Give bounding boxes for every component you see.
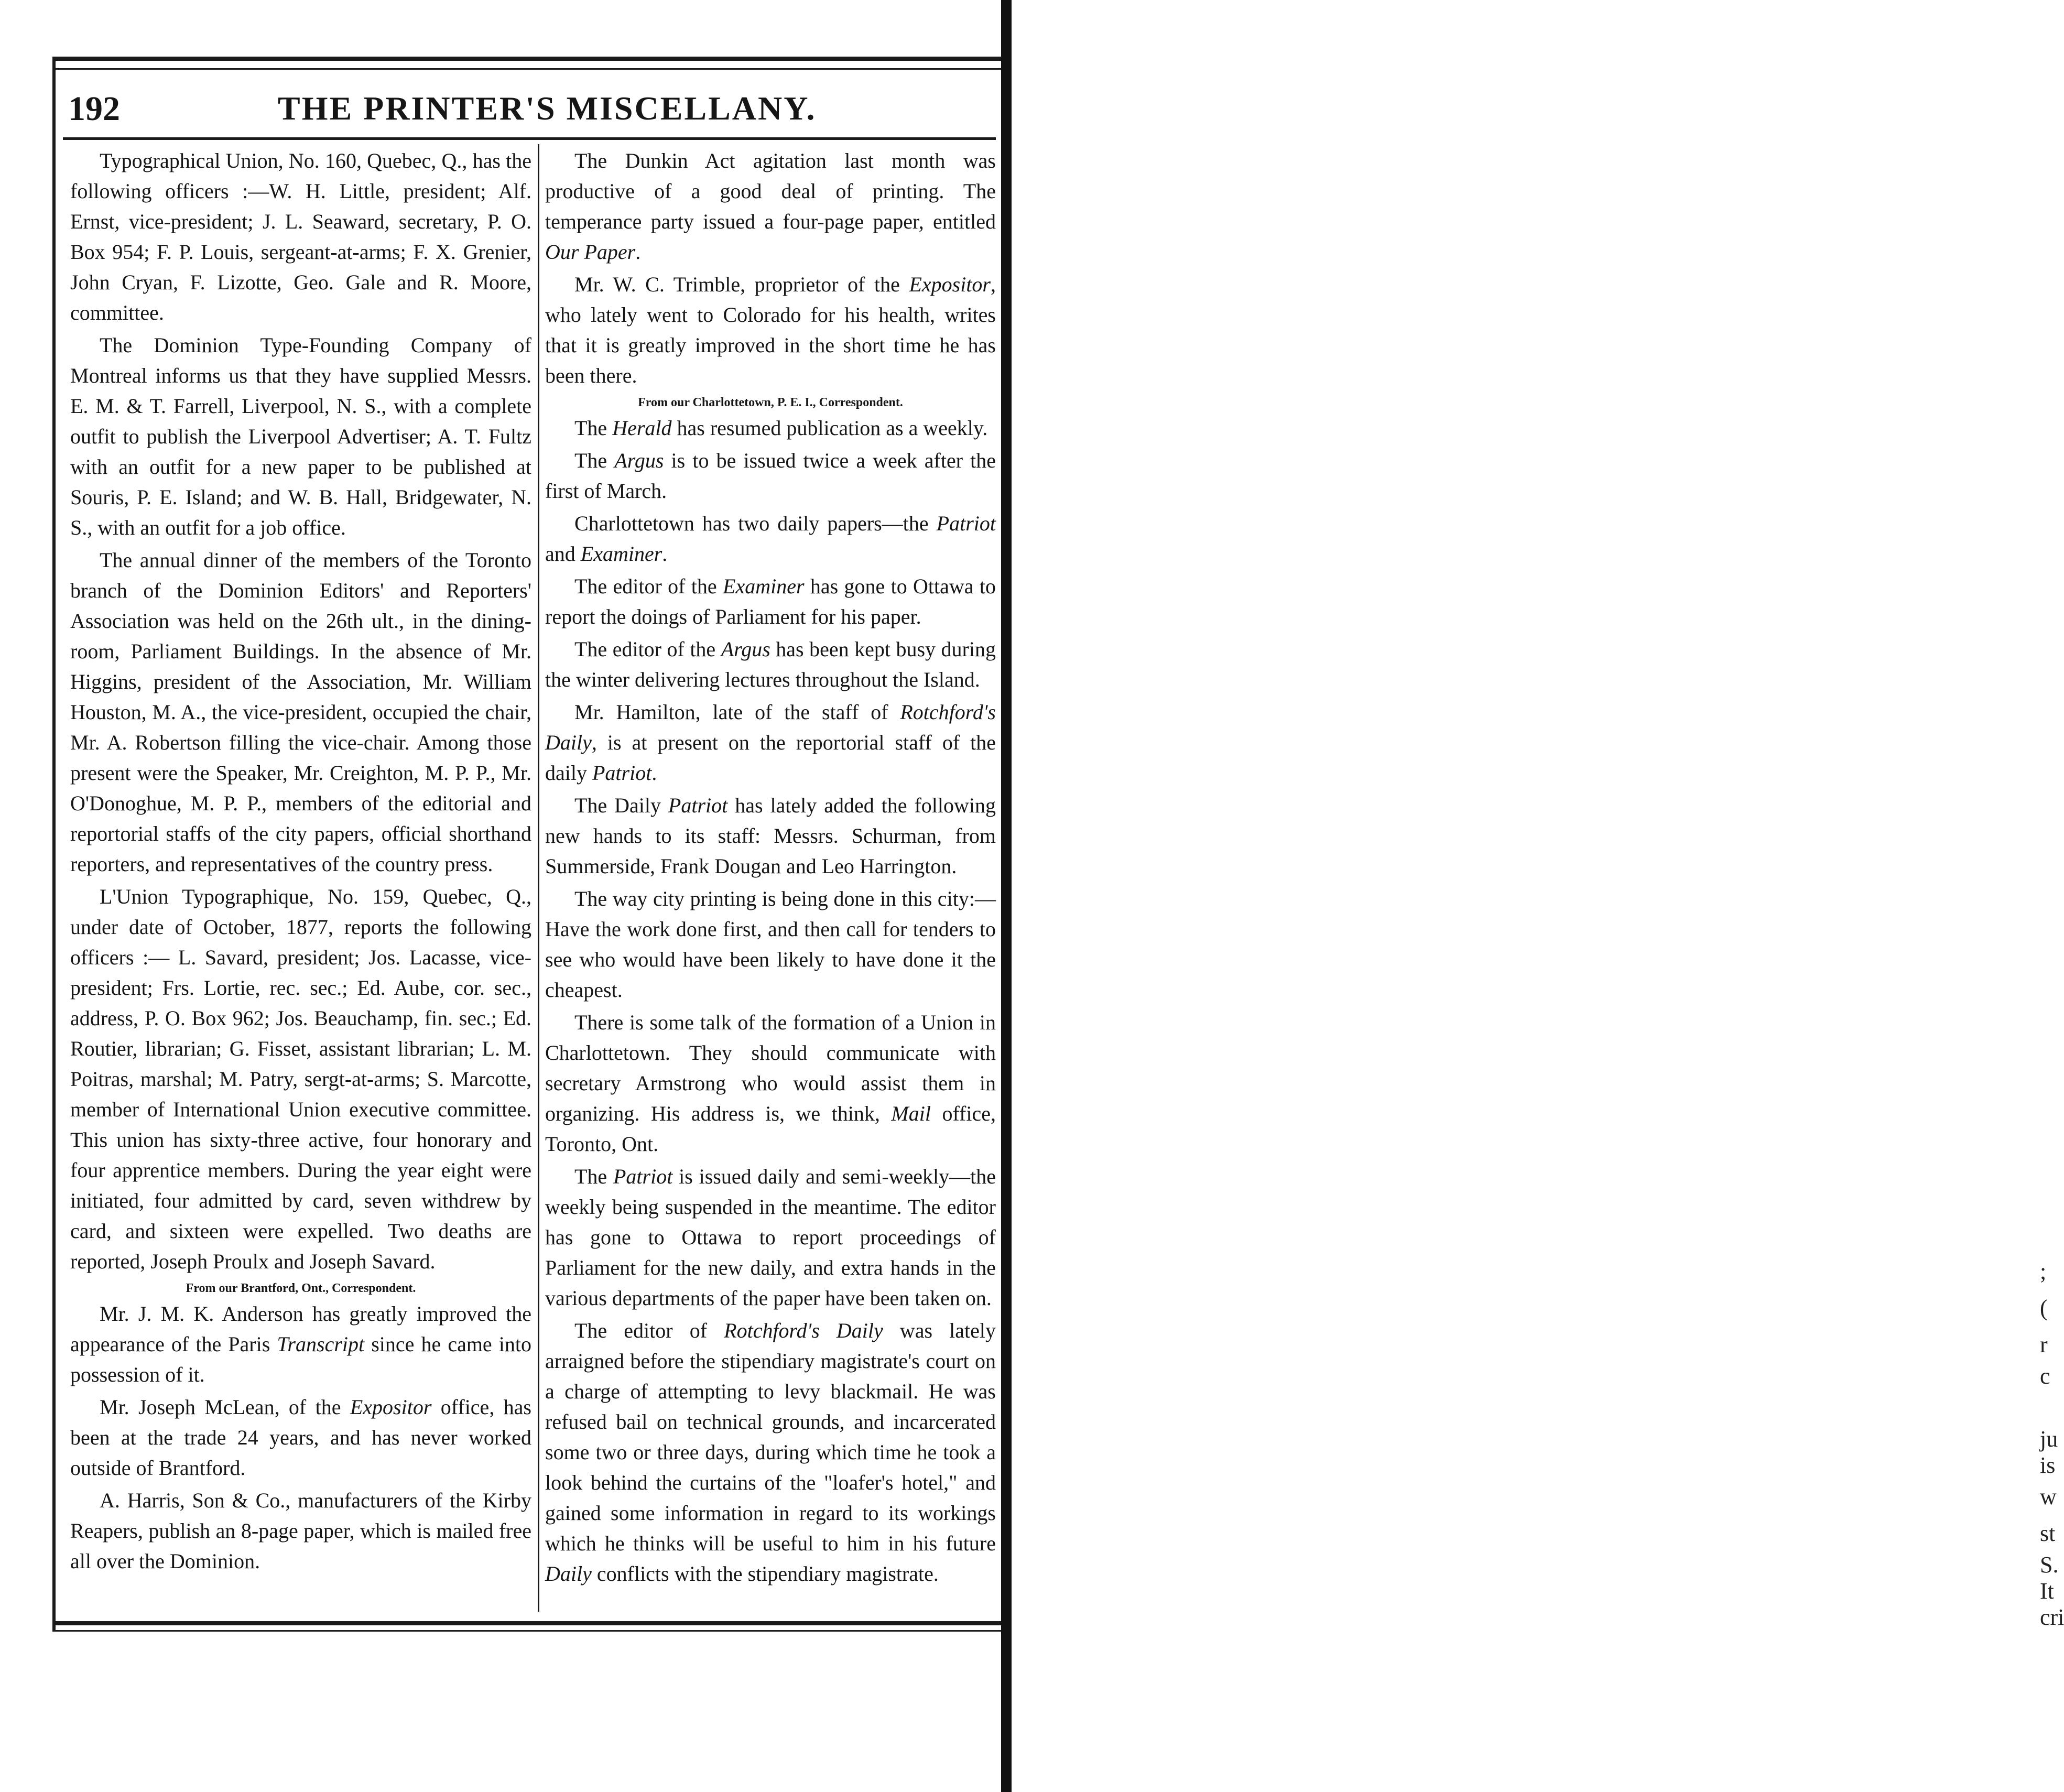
page-frame-top-thin [52,68,1006,70]
correspondent-dateline: From our Brantford, Ont., Correspondent. [186,1281,416,1295]
page-frame-top [52,57,1006,61]
correspondent-dateline: From our Charlottetown, P. E. I., Correspondent. [638,396,903,409]
paragraph: Typographical Union, No. 160, Quebec, Q., has the following officers :—W. H. Little, president; Alf. Ernst, vice-president; J. L. Seaward, secretary, P. O. Box 954; F. P. Louis, sergeant-at-arms; F. X. Grenier, John Cryan, F. Lizotte, Geo. Gale and R. Moore, committee. [70,149,531,324]
paragraph: The Dominion Type-Founding Company of Montreal informs us that they have supplied Messrs. E. M. & T. Farrell, Liverpool, N. S., with a complete outfit to publish the Liverpool Advertiser; A. T. Fultz with an outfit for a new paper to be published at Souris, P. E. Island; and W. B. Hall, Bridgewater, N. S., with an outfit for a job office. [70,333,531,539]
paragraph: Mr. Hamilton, late of the staff of Rotchford's Daily, is at present on the reportorial staff of the daily Patriot. [545,700,996,785]
adjacent-fragment: st [2040,1521,2056,1546]
adjacent-fragment: r [2040,1332,2048,1357]
paragraph: Charlottetown has two daily papers—the Patriot and Examiner. [545,512,996,566]
adjacent-fragment: It [2040,1578,2054,1604]
adjacent-fragment: cri [2040,1604,2064,1630]
page-frame-bottom-thin [52,1630,1012,1632]
paragraph: The editor of the Examiner has gone to Ottawa to report the doings of Parliament for his paper. [545,574,996,628]
header-rule [63,137,996,140]
paragraph: Mr. J. M. K. Anderson has greatly improved the appearance of the Paris Transcript since he came into possession of it. [70,1302,532,1386]
paragraph: The Argus is to be issued twice a week after the first of March. [545,449,996,503]
page-header [63,79,996,136]
paragraph: The editor of the Argus has been kept busy during the winter delivering lectures throughout the Island. [545,637,996,691]
paragraph: The Daily Patriot has lately added the following new hands to its staff: Messrs. Schurman, from Summerside, Frank Dougan and Leo Harrington. [545,794,996,878]
adjacent-fragment: ; [2040,1258,2047,1284]
column-rule [538,144,539,1612]
paragraph: The Dunkin Act agitation last month was productive of a good deal of printing. The temperance party issued a four-page paper, entitled Our Paper. [545,149,996,264]
paragraph: There is some talk of the formation of a Union in Charlottetown. They should communicate with secretary Armstrong who would assist them in organizing. His address is, we think, Mail office, Toronto, Ont. [545,1011,996,1156]
adjacent-page-edge [1012,0,2064,1792]
adjacent-fragment: is [2040,1452,2056,1478]
adjacent-fragment: ( [2040,1295,2048,1321]
adjacent-fragment: ju [2040,1426,2058,1452]
adjacent-fragment: c [2040,1363,2050,1389]
adjacent-fragment: S. [2040,1552,2059,1578]
paragraph: L'Union Typographique, No. 159, Quebec, Q., under date of October, 1877, reports the following officers :— L. Savard, president; Jos. Lacasse, vice-president; Frs. Lortie, rec. sec.; Ed. Aube, cor. sec., address, P. O. Box 962; Jos. Beauchamp, fin. sec.; Ed. Routier, librarian; G. Fisset, assistant librarian; L. M. Poitras, marshal; M. Patry, sergt-at-arms; S. Marcotte, member of International Union executive committee. This union has sixty-three active, four honorary and four apprentice members. During the year eight were initiated, four admitted by card, seven withdrew by card, and sixteen were expelled. Two deaths are reported, Joseph Proulx and Joseph Savard. [70,885,531,1273]
paragraph: The Patriot is issued daily and semi-weekly—the weekly being suspended in the meantime. The editor has gone to Ottawa to report proceedings of Parliament for the new daily, and extra hands in the various departments of the paper have been taken on. [545,1165,996,1310]
left-column [70,146,531,1579]
paragraph: The editor of Rotchford's Daily was lately arraigned before the stipendiary magistrate's court on a charge of attempting to levy blackmail. He was refused bail on technical grounds, and incarcerated some two or three days, during which time he took a look behind the curtains of the "loafer's hotel," and gained some information in regard to its workings which he thinks will be useful to him in his future Daily conflicts with the stipendiary magistrate. [545,1319,996,1585]
binding-gutter [1001,0,1012,1792]
page-frame-bottom [52,1621,1012,1625]
paragraph: The annual dinner of the members of the Toronto branch of the Dominion Editors' and Reporters' Association was held on the 26th ult., in the dining-room, Parliament Buildings. In the absence of Mr. Higgins, president of the Association, Mr. William Houston, M. A., the vice-president, occupied the chair, Mr. A. Robertson filling the vice-chair. Among those present were the Speaker, Mr. Creighton, M. P. P., Mr. O'Donoghue, M. P. P., members of the editorial and reportorial staffs of the city papers, official shorthand reporters, and representatives of the country press. [70,548,531,876]
adjacent-fragment: w [2040,1484,2057,1509]
paragraph: The Herald has resumed publication as a weekly. [574,416,988,440]
page-frame-left [52,58,56,1630]
paragraph: A. Harris, Son & Co., manufacturers of the Kirby Reapers, publish an 8-page paper, which is mailed free all over the Dominion. [70,1489,531,1573]
page-number: 192 [68,90,120,128]
paragraph: The way city printing is being done in this city:—Have the work done first, and then call for tenders to see who would have been likely to have done it the cheapest. [545,887,996,1002]
paragraph: Mr. W. C. Trimble, proprietor of the Expositor, who lately went to Colorado for his health, writes that it is greatly improved in the short time he has been there. [545,273,996,387]
running-head: THE PRINTER'S MISCELLANY. [278,90,817,127]
right-column [545,146,996,1591]
paragraph: Mr. Joseph McLean, of the Expositor office, has been at the trade 24 years, and has never worked outside of Brantford. [70,1395,532,1480]
